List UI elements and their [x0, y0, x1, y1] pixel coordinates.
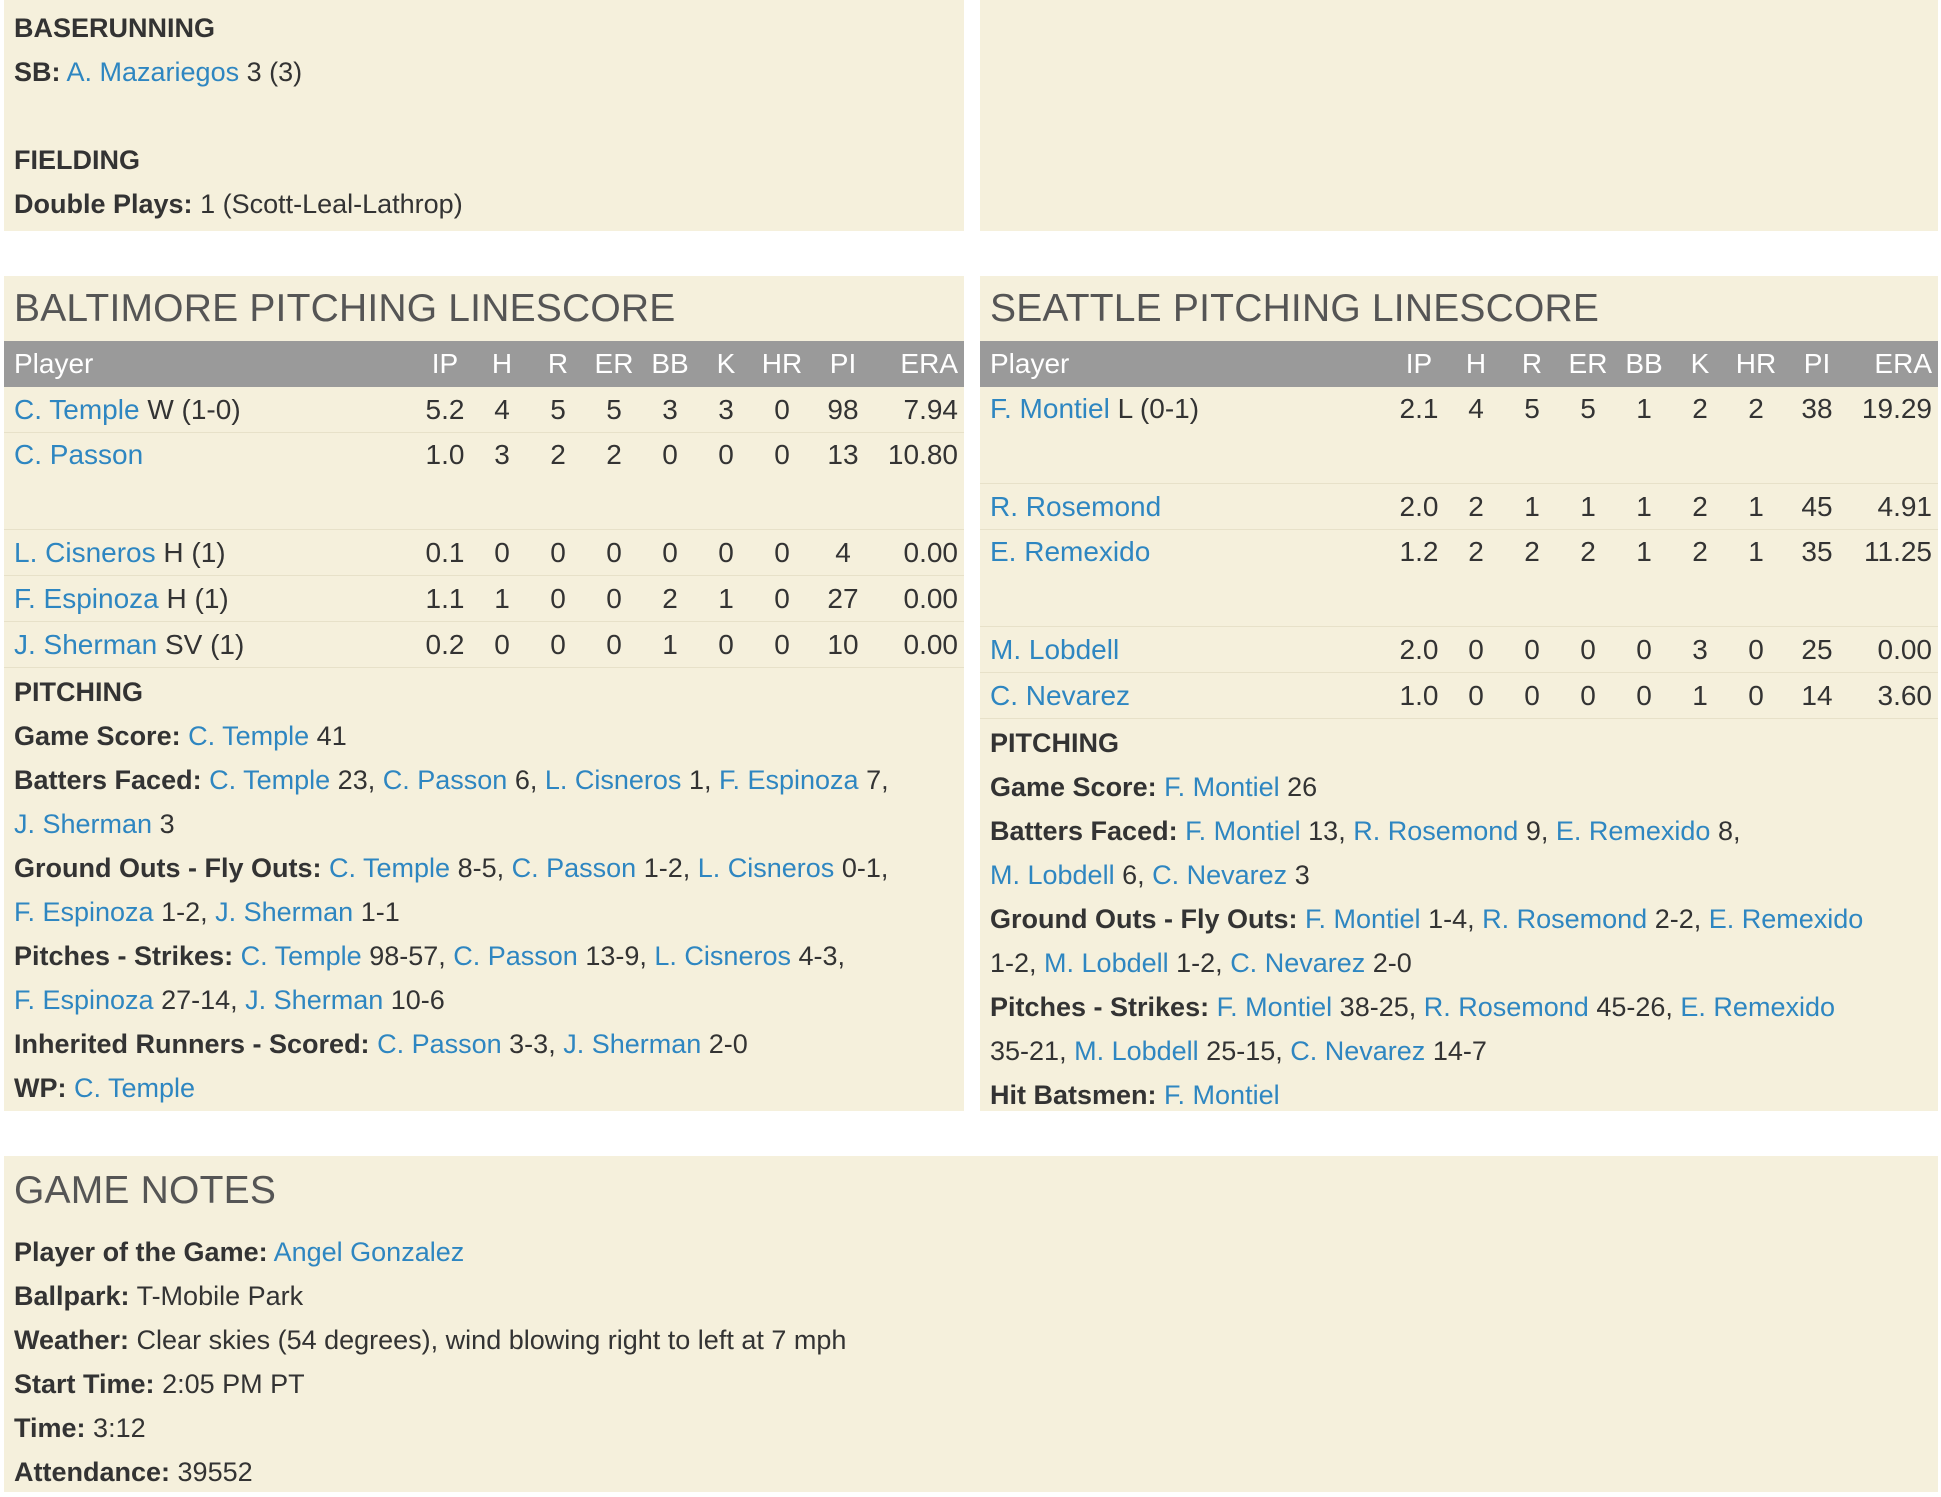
table-row	[980, 484, 1938, 530]
stat-value: 10-6	[390, 985, 445, 1015]
cell-pi: 45	[1784, 484, 1850, 530]
seattle-extras-panel	[980, 0, 1938, 231]
attendance-line	[14, 1450, 1938, 1494]
pitches-strikes-label: Pitches - Strikes:	[990, 992, 1210, 1022]
cell-r: 0	[530, 576, 586, 622]
cell-hr: 0	[754, 433, 810, 530]
player-link[interactable]: C. Temple	[240, 941, 362, 971]
ballpark-line	[14, 1274, 1938, 1318]
stat-value: 4-3	[798, 941, 838, 971]
col-er: ER	[1560, 341, 1616, 387]
col-pi: PI	[810, 341, 876, 387]
col-era: ERA	[1850, 341, 1938, 387]
game-score-line	[990, 765, 1938, 809]
player-link[interactable]: E. Remexido	[990, 536, 1151, 567]
game-score-value: 41	[316, 721, 347, 751]
cell-bb: 1	[642, 622, 698, 668]
cell-bb: 1	[1616, 484, 1672, 530]
col-hr: HR	[1728, 341, 1784, 387]
cell-k: 2	[1672, 387, 1728, 484]
cell-er: 2	[1560, 530, 1616, 627]
player-link[interactable]: M. Lobdell	[990, 860, 1115, 890]
stat-value: 45-26	[1596, 992, 1666, 1022]
stat-value: 23	[337, 765, 368, 795]
cell-r: 5	[530, 387, 586, 433]
cell-ip: 2.0	[1390, 484, 1448, 530]
col-er: ER	[586, 341, 642, 387]
player-link[interactable]: J. Sherman	[14, 628, 158, 660]
player-link[interactable]: L. Cisneros	[654, 941, 791, 971]
stat-value: 2-2	[1654, 904, 1694, 934]
player-link[interactable]: F. Montiel	[1305, 904, 1421, 934]
player-link[interactable]: F. Montiel	[1164, 1080, 1280, 1110]
table-row	[4, 576, 964, 622]
start-time-label: Start Time:	[14, 1369, 155, 1399]
table-row	[4, 433, 964, 530]
hit-batsmen-label: Hit Batsmen:	[990, 1080, 1157, 1110]
table-row	[980, 627, 1938, 673]
player-link[interactable]: C. Nevarez	[990, 679, 1131, 711]
cell-pi: 98	[810, 387, 876, 433]
stat-value: 3	[159, 809, 175, 839]
cell-era: 3.60	[1850, 673, 1938, 719]
cell-h: 2	[1448, 530, 1504, 627]
player-link[interactable]: C. Temple	[329, 853, 451, 883]
baltimore-pitching-panel	[4, 276, 964, 1111]
seattle-pitching-panel	[980, 276, 1938, 1111]
col-bb: BB	[1616, 341, 1672, 387]
cell-h: 4	[474, 387, 530, 433]
player-link[interactable]: L. Cisneros	[14, 536, 156, 568]
ground-fly-line: Ground Outs - Fly Outs: F. Montiel 1-4, R. Rosemond 2-2, E. Remexido	[990, 904, 1864, 934]
start-time-line	[14, 1362, 1938, 1406]
baltimore-pitching-notes	[14, 670, 964, 1110]
stat-value: 3	[1294, 860, 1310, 890]
cell-pi: 27	[810, 576, 876, 622]
cell-r: 0	[530, 622, 586, 668]
table-row	[4, 530, 964, 576]
sb-line	[14, 50, 964, 94]
table-header	[4, 341, 964, 387]
pitching-heading: PITCHING	[14, 677, 144, 707]
ballpark-label: Ballpark:	[14, 1281, 130, 1311]
cell-er: 1	[1560, 484, 1616, 530]
cell-ip: 2.1	[1390, 387, 1448, 484]
player-link[interactable]: R. Rosemond	[1353, 816, 1519, 846]
cell-era: 10.80	[876, 433, 964, 530]
pitching-heading: PITCHING	[990, 728, 1120, 758]
col-bb: BB	[642, 341, 698, 387]
player-link[interactable]: C. Passon	[382, 765, 508, 795]
cell-ip: 0.1	[416, 530, 474, 576]
stat-value: 2-0	[708, 1029, 748, 1059]
stat-value: 2-0	[1372, 948, 1412, 978]
cell-ip: 2.0	[1390, 627, 1448, 673]
hit-batsmen-line	[990, 1073, 1938, 1117]
baltimore-pitching-title: BALTIMORE PITCHING LINESCORE	[14, 287, 676, 330]
cell-ip: 1.2	[1390, 530, 1448, 627]
col-k: K	[698, 341, 754, 387]
cell-h: 0	[474, 622, 530, 668]
player-link[interactable]: J. Sherman	[215, 897, 354, 927]
player-link[interactable]: A. Mazariegos	[66, 57, 240, 87]
table-row	[980, 530, 1938, 627]
player-link[interactable]: C. Nevarez	[1152, 860, 1288, 890]
cell-er: 0	[586, 576, 642, 622]
cell-k: 1	[698, 576, 754, 622]
player-link[interactable]: F. Montiel	[1185, 816, 1301, 846]
player-link[interactable]: C. Passon	[453, 941, 578, 971]
decision: SV (1)	[164, 628, 245, 660]
ground-fly-line-cont: 1-2, M. Lobdell 1-2, C. Nevarez 2-0	[990, 948, 1412, 978]
player-link[interactable]: C. Passon	[511, 853, 637, 883]
cell-er: 0	[586, 622, 642, 668]
player-link[interactable]: E. Remexido	[1708, 904, 1864, 934]
cell-pi: 38	[1784, 387, 1850, 484]
player-link[interactable]: L. Cisneros	[697, 853, 835, 883]
pitches-strikes-line-cont: 35-21, M. Lobdell 25-15, C. Nevarez 14-7	[990, 1036, 1487, 1066]
decision: W (1-0)	[147, 393, 241, 425]
cell-hr: 0	[754, 622, 810, 668]
cell-r: 0	[1504, 673, 1560, 719]
attendance-label: Attendance:	[14, 1457, 171, 1487]
player-of-game-line	[14, 1230, 1938, 1274]
seattle-linescore-table	[980, 341, 1938, 719]
cell-hr: 1	[1728, 530, 1784, 627]
cell-era: 0.00	[876, 530, 964, 576]
cell-k: 3	[1672, 627, 1728, 673]
stat-value: 1-2	[643, 853, 683, 883]
player-link[interactable]: F. Espinoza	[14, 897, 154, 927]
fielding-heading: FIELDING	[14, 145, 140, 175]
stat-value: 6	[1122, 860, 1138, 890]
player-link[interactable]: Angel Gonzalez	[273, 1237, 465, 1267]
cell-bb: 3	[642, 387, 698, 433]
table-row	[980, 673, 1938, 719]
player-link[interactable]: M. Lobdell	[1044, 948, 1169, 978]
cell-er: 2	[586, 433, 642, 530]
player-link[interactable]: L. Cisneros	[544, 765, 682, 795]
cell-ip: 0.2	[416, 622, 474, 668]
game-score-line	[14, 714, 964, 758]
table-header	[980, 341, 1938, 387]
game-time-line	[14, 1406, 1938, 1450]
dp-line	[14, 182, 964, 226]
stat-value: 1-2	[1176, 948, 1216, 978]
batters-faced-line-cont	[14, 802, 964, 846]
col-era: ERA	[876, 341, 964, 387]
stat-value: 1-2	[161, 897, 201, 927]
cell-hr: 2	[1728, 387, 1784, 484]
baltimore-extras-panel	[4, 0, 964, 231]
ground-fly-label: Ground Outs - Fly Outs:	[14, 853, 322, 883]
player-link[interactable]: R. Rosemond	[990, 490, 1162, 522]
table-row	[4, 622, 964, 668]
ground-fly-line-cont: F. Espinoza 1-2, J. Sherman 1-1	[14, 897, 400, 927]
cell-er: 0	[586, 530, 642, 576]
wild-pitch-line	[14, 1066, 964, 1110]
cell-r: 5	[1504, 387, 1560, 484]
col-ip: IP	[416, 341, 474, 387]
player-link[interactable]: E. Remexido	[1555, 816, 1711, 846]
batters-faced-label: Batters Faced:	[14, 765, 202, 795]
player-link[interactable]: F. Montiel	[1216, 992, 1333, 1022]
cell-pi: 4	[810, 530, 876, 576]
cell-r: 1	[1504, 484, 1560, 530]
player-link[interactable]: R. Rosemond	[1423, 992, 1589, 1022]
stat-value: 38-25	[1339, 992, 1409, 1022]
col-k: K	[1672, 341, 1728, 387]
player-link[interactable]: C. Temple	[14, 393, 140, 425]
cell-bb: 0	[1616, 673, 1672, 719]
decision: L (0-1)	[1117, 393, 1200, 424]
stat-value: 1-1	[360, 897, 400, 927]
game-score-label: Game Score:	[14, 721, 181, 751]
table-row	[4, 387, 964, 433]
decision: H (1)	[166, 582, 229, 614]
dp-value: 1 (Scott-Leal-Lathrop)	[200, 189, 463, 219]
cell-k: 0	[698, 530, 754, 576]
seattle-pitching-title: SEATTLE PITCHING LINESCORE	[990, 287, 1600, 330]
cell-r: 0	[1504, 627, 1560, 673]
cell-hr: 0	[1728, 673, 1784, 719]
player-link[interactable]: F. Montiel	[1164, 772, 1280, 802]
game-time-value: 3:12	[93, 1413, 146, 1443]
cell-er: 5	[586, 387, 642, 433]
col-h: H	[1448, 341, 1504, 387]
batters-faced-label: Batters Faced:	[990, 816, 1178, 846]
attendance-value: 39552	[177, 1457, 253, 1487]
cell-era: 0.00	[876, 622, 964, 668]
game-score-value: 26	[1287, 772, 1318, 802]
cell-ip: 5.2	[416, 387, 474, 433]
baserunning-heading: BASERUNNING	[14, 13, 216, 43]
stat-value: 8-5	[457, 853, 497, 883]
player-link[interactable]: C. Nevarez	[1290, 1036, 1426, 1066]
col-ip: IP	[1390, 341, 1448, 387]
stat-value: 27-14	[161, 985, 231, 1015]
cell-er: 0	[1560, 627, 1616, 673]
player-link[interactable]: C. Temple	[74, 1073, 196, 1103]
player-link[interactable]: F. Espinoza	[718, 765, 859, 795]
stat-value: 1	[688, 765, 704, 795]
col-h: H	[474, 341, 530, 387]
game-notes-panel	[4, 1156, 1938, 1492]
cell-h: 0	[1448, 627, 1504, 673]
stat-value: 35-21	[990, 1036, 1060, 1066]
cell-hr: 0	[754, 387, 810, 433]
pitches-strikes-line: Pitches - Strikes: C. Temple 98-57, C. Passon 13-9, L. Cisneros 4-3,	[14, 941, 846, 971]
pitches-strikes-line-cont: F. Espinoza 27-14, J. Sherman 10-6	[14, 985, 445, 1015]
stat-value: 3-3	[509, 1029, 549, 1059]
col-hr: HR	[754, 341, 810, 387]
cell-h: 0	[1448, 673, 1504, 719]
ground-fly-line: Ground Outs - Fly Outs: C. Temple 8-5, C. Passon 1-2, L. Cisneros 0-1,	[14, 853, 889, 883]
sb-value: 3 (3)	[246, 57, 303, 87]
cell-r: 0	[530, 530, 586, 576]
player-link[interactable]: E. Remexido	[1680, 992, 1835, 1022]
stat-value: 7	[866, 765, 882, 795]
player-link[interactable]: J. Sherman	[245, 985, 384, 1015]
cell-k: 0	[698, 622, 754, 668]
col-player: Player	[4, 341, 416, 387]
table-row	[980, 387, 1938, 484]
weather-line	[14, 1318, 1938, 1362]
cell-pi: 35	[1784, 530, 1850, 627]
batters-faced-line-cont: M. Lobdell 6, C. Nevarez 3	[990, 860, 1310, 890]
stat-value: 8	[1717, 816, 1733, 846]
cell-pi: 13	[810, 433, 876, 530]
stat-value: 14-7	[1432, 1036, 1487, 1066]
cell-ip: 1.0	[416, 433, 474, 530]
inherited-runners-label: Inherited Runners - Scored:	[14, 1029, 370, 1059]
cell-pi: 10	[810, 622, 876, 668]
cell-era: 0.00	[876, 576, 964, 622]
weather-label: Weather:	[14, 1325, 130, 1355]
cell-h: 2	[1448, 484, 1504, 530]
cell-bb: 1	[1616, 530, 1672, 627]
stat-value: 13-9	[585, 941, 640, 971]
col-player: Player	[980, 341, 1390, 387]
cell-k: 2	[1672, 530, 1728, 627]
cell-r: 2	[1504, 530, 1560, 627]
seattle-pitching-notes	[990, 721, 1938, 1117]
stat-value: 13	[1308, 816, 1339, 846]
player-link[interactable]: R. Rosemond	[1482, 904, 1648, 934]
cell-pi: 25	[1784, 627, 1850, 673]
cell-hr: 0	[1728, 627, 1784, 673]
stat-value: 1-4	[1428, 904, 1468, 934]
baltimore-linescore-table	[4, 341, 964, 668]
cell-bb: 2	[642, 576, 698, 622]
cell-bb: 0	[642, 530, 698, 576]
game-score-label: Game Score:	[990, 772, 1157, 802]
player-link[interactable]: J. Sherman	[563, 1029, 702, 1059]
player-link[interactable]: C. Passon	[377, 1029, 502, 1059]
cell-ip: 1.0	[1390, 673, 1448, 719]
player-link[interactable]: C. Temple	[209, 765, 331, 795]
cell-k: 3	[698, 387, 754, 433]
col-r: R	[530, 341, 586, 387]
wild-pitch-label: WP:	[14, 1073, 67, 1103]
player-of-game-label: Player of the Game:	[14, 1237, 268, 1267]
stat-value: 6	[514, 765, 530, 795]
player-link[interactable]: M. Lobdell	[990, 633, 1120, 665]
start-time-value: 2:05 PM PT	[162, 1369, 305, 1399]
cell-hr: 1	[1728, 484, 1784, 530]
inherited-runners-line: Inherited Runners - Scored: C. Passon 3-3, J. Sherman 2-0	[14, 1029, 748, 1059]
cell-era: 11.25	[1850, 530, 1938, 627]
player-link[interactable]: J. Sherman	[14, 809, 153, 839]
cell-h: 0	[474, 530, 530, 576]
player-link[interactable]: M. Lobdell	[1074, 1036, 1199, 1066]
cell-er: 5	[1560, 387, 1616, 484]
cell-r: 2	[530, 433, 586, 530]
cell-era: 19.29	[1850, 387, 1938, 484]
cell-h: 3	[474, 433, 530, 530]
weather-value: Clear skies (54 degrees), wind blowing right to left at 7 mph	[136, 1325, 847, 1355]
player-link[interactable]: F. Espinoza	[14, 582, 159, 614]
stat-value: 0-1	[841, 853, 881, 883]
dp-label: Double Plays:	[14, 189, 193, 219]
decision: H (1)	[163, 536, 226, 568]
player-link[interactable]: F. Montiel	[990, 393, 1110, 424]
cell-h: 4	[1448, 387, 1504, 484]
col-r: R	[1504, 341, 1560, 387]
cell-hr: 0	[754, 576, 810, 622]
ballpark-value: T-Mobile Park	[136, 1281, 304, 1311]
pitches-strikes-label: Pitches - Strikes:	[14, 941, 234, 971]
game-time-label: Time:	[14, 1413, 86, 1443]
cell-era: 7.94	[876, 387, 964, 433]
batters-faced-line: Batters Faced: F. Montiel 13, R. Rosemond 9, E. Remexido 8,	[990, 816, 1741, 846]
cell-h: 1	[474, 576, 530, 622]
cell-ip: 1.1	[416, 576, 474, 622]
cell-hr: 0	[754, 530, 810, 576]
player-link[interactable]: C. Passon	[14, 439, 144, 470]
batters-faced-line: Batters Faced: C. Temple 23, C. Passon 6, L. Cisneros 1, F. Espinoza 7,	[14, 765, 889, 795]
cell-k: 2	[1672, 484, 1728, 530]
cell-bb: 0	[642, 433, 698, 530]
game-notes-title: GAME NOTES	[14, 1169, 277, 1212]
cell-era: 0.00	[1850, 627, 1938, 673]
cell-bb: 0	[1616, 627, 1672, 673]
player-link[interactable]: C. Nevarez	[1230, 948, 1366, 978]
pitches-strikes-line: Pitches - Strikes: F. Montiel 38-25, R. Rosemond 45-26, E. Remexido	[990, 992, 1835, 1022]
stat-value: 98-57	[369, 941, 439, 971]
cell-k: 0	[698, 433, 754, 530]
stat-value: 9	[1525, 816, 1541, 846]
sb-label: SB:	[14, 57, 61, 87]
player-link[interactable]: F. Espinoza	[14, 985, 154, 1015]
ground-fly-label: Ground Outs - Fly Outs:	[990, 904, 1298, 934]
cell-pi: 14	[1784, 673, 1850, 719]
stat-value: 1-2	[990, 948, 1030, 978]
cell-er: 0	[1560, 673, 1616, 719]
cell-k: 1	[1672, 673, 1728, 719]
cell-era: 4.91	[1850, 484, 1938, 530]
stat-value: 25-15	[1206, 1036, 1276, 1066]
cell-bb: 1	[1616, 387, 1672, 484]
player-link[interactable]: C. Temple	[188, 721, 310, 751]
col-pi: PI	[1784, 341, 1850, 387]
